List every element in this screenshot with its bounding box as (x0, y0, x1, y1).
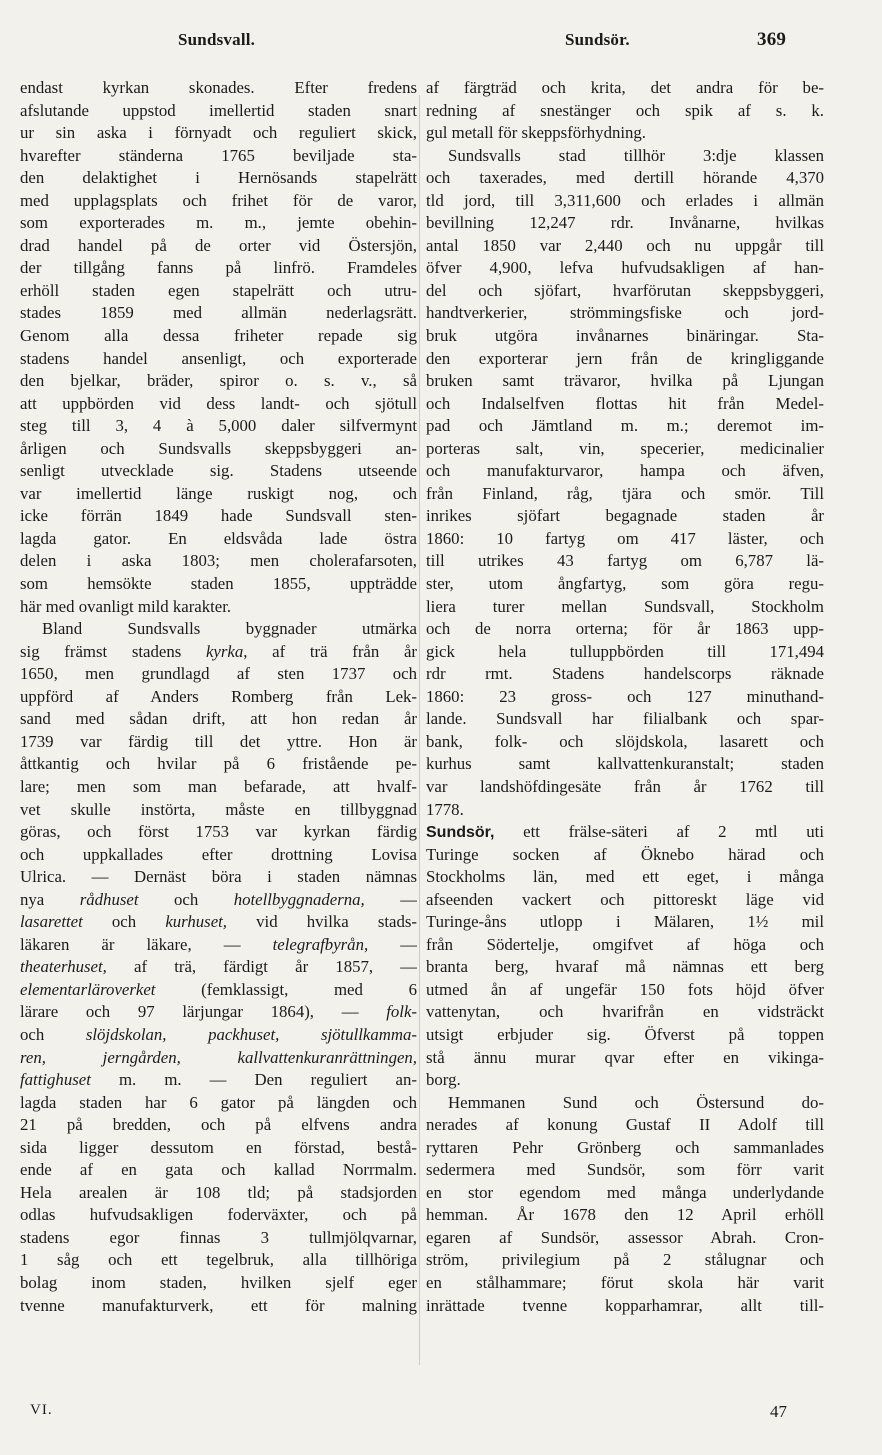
text-line (20, 190, 417, 213)
text-line (426, 1159, 824, 1182)
text-line (426, 1227, 824, 1250)
text-segment: gick hela tulluppbörden till 171,494 (426, 641, 824, 661)
text-segment: inrikes sjöfart begagnade staden år (426, 506, 824, 526)
text-line (426, 438, 824, 461)
text-line (20, 1069, 417, 1092)
text-line (20, 753, 417, 776)
entry-headword: Sundsör, (426, 824, 495, 842)
text-line (426, 212, 824, 235)
text-segment: Genom alla dessa friheter repade sig (20, 326, 417, 346)
text-line (426, 686, 824, 709)
text-line (20, 1092, 417, 1115)
text-line (426, 663, 824, 686)
text-segment: den delaktighet i Hernösands stapelrätt (20, 168, 417, 188)
italic-term: lasarettet (20, 912, 83, 932)
text-line (426, 844, 824, 867)
text-segment: vid hvilka stads- (227, 912, 417, 932)
text-line (426, 753, 824, 776)
text-line (20, 1137, 417, 1160)
text-line (20, 280, 417, 303)
text-line (426, 348, 824, 371)
text-column-left (20, 77, 417, 1317)
text-segment: erhöll staden egen stapelrätt och utru- (20, 280, 417, 300)
text-segment: ster, utom ångfartyg, som göra regu- (426, 574, 824, 594)
text-segment: Stockholms län, med ett eget, i många (426, 867, 824, 887)
text-line (426, 460, 824, 483)
text-line (20, 799, 417, 822)
text-line (20, 1204, 417, 1227)
running-head-left: Sundsvall. (178, 30, 256, 49)
text-segment: från Finland, råg, tjära och smör. Till (426, 483, 824, 503)
text-line (20, 325, 417, 348)
text-line (20, 1295, 417, 1318)
text-segment: nya (20, 889, 80, 909)
italic-term: telegrafbyrån, (272, 934, 369, 954)
text-line (20, 1159, 417, 1182)
text-line (20, 483, 417, 506)
text-segment: och (82, 912, 166, 932)
text-segment: var imellertid länge ruskigt nog, och (20, 483, 417, 503)
text-segment: lärare och 97 lärjungar 1864), — (20, 1002, 387, 1022)
italic-term: kyrka (205, 641, 244, 661)
text-line (20, 212, 417, 235)
text-line (20, 122, 417, 145)
text-line (20, 1227, 417, 1250)
text-segment: , af trä från år (243, 641, 417, 661)
text-line (426, 1295, 824, 1318)
text-line (20, 708, 417, 731)
text-segment: och taxerades, med dertill hörande 4,370 (426, 168, 824, 188)
text-line (426, 528, 824, 551)
text-segment: och manufakturvaror, hampa och äfven, (426, 461, 824, 481)
text-segment: stå ännu murar qvar efter en vikinga- (426, 1047, 824, 1067)
text-segment: här med ovanligt mild karakter. (20, 596, 232, 616)
text-segment: af trä, färdigt år 1857, — (106, 957, 417, 977)
text-line (426, 393, 824, 416)
text-segment: rdr rmt. Stadens handelscorps räknade (426, 664, 824, 684)
text-segment: borg. (426, 1070, 461, 1090)
text-line (426, 483, 824, 506)
text-line (426, 100, 824, 123)
text-line (426, 302, 824, 325)
text-line (20, 934, 417, 957)
text-line (426, 934, 824, 957)
text-segment: sedermera med Sundsör, som förr varit (426, 1160, 824, 1180)
text-line (426, 889, 824, 912)
italic-term: folk- (386, 1002, 417, 1022)
text-line (20, 686, 417, 709)
text-segment: från Södertelje, omgifvet af höga och (426, 934, 824, 954)
text-line (20, 641, 417, 664)
text-segment: hvarefter ständerna 1765 beviljade sta- (20, 145, 417, 165)
text-segment: den exporterar jern från de kringliggande (426, 348, 824, 368)
text-line (426, 167, 824, 190)
text-line (20, 302, 417, 325)
text-line (426, 145, 824, 168)
signature-mark: VI. (30, 1402, 53, 1418)
text-segment: senligt utvecklade sig. Stadens utseende (20, 461, 417, 481)
text-line (20, 1249, 417, 1272)
text-segment: drad handel på de orter vid Östersjön, (20, 235, 417, 255)
text-segment: hemman. År 1678 den 12 April erhöll (426, 1205, 824, 1225)
text-line (20, 596, 417, 619)
text-segment: tld jord, till 3,311,600 och erlades i allmän (426, 190, 824, 210)
text-segment: ryttaren Pehr Grönberg och sammanlades (426, 1137, 824, 1157)
italic-term: slöjdskolan, packhuset, sjötullkamma- (85, 1024, 417, 1044)
text-segment: bolag inom staden, hvilken sjelf eger (20, 1272, 417, 1292)
text-line (426, 1092, 824, 1115)
text-line (426, 122, 824, 145)
text-segment: läkaren är läkare, — (20, 934, 273, 954)
text-segment: Ulrica. — Dernäst böra i staden nämnas (20, 867, 417, 887)
text-segment: ett frälse-säteri af 2 mtl uti (494, 822, 824, 842)
text-segment: afslutande uppstod imellertid staden snart (20, 100, 417, 120)
text-segment: sig främst stadens (20, 641, 206, 661)
text-segment: liera turer mellan Sundsvall, Stockholm (426, 596, 824, 616)
text-line (426, 415, 824, 438)
text-segment: Bland Sundsvalls byggnader utmärka (42, 619, 417, 639)
text-segment: bevillning 12,247 rdr. Invånarne, hvilkas (426, 213, 824, 233)
text-line (20, 776, 417, 799)
text-segment: stadens egor finnas 3 tullmjölqvarnar, (20, 1227, 417, 1247)
text-line (20, 1001, 417, 1024)
text-column-right (426, 77, 824, 1317)
italic-term: ren, jerngården, kallvattenkuranrättningen, (20, 1047, 417, 1067)
text-line (20, 911, 417, 934)
text-line (20, 731, 417, 754)
text-line (20, 235, 417, 258)
text-segment: — (368, 934, 417, 954)
text-segment: 1860: 10 fartyg om 417 läster, och (426, 528, 824, 548)
text-line (426, 505, 824, 528)
text-segment: som hemsökte staden 1855, uppträdde (20, 574, 417, 594)
text-segment: en stålhammare; förut skola här varit (426, 1272, 824, 1292)
text-line (426, 1114, 824, 1137)
sheet-folio: 47 (770, 1402, 787, 1421)
text-segment: porteras salt, vin, specerier, medicinalier (426, 438, 824, 458)
text-line (426, 799, 824, 822)
text-segment: utsigt erbjuder sig. Öfverst på toppen (426, 1024, 824, 1044)
text-segment: m. m. — Den reguliert an- (90, 1070, 417, 1090)
italic-term: kurhuset, (165, 912, 227, 932)
text-segment: redning af snestänger och spik af s. k. (426, 100, 824, 120)
text-line (20, 460, 417, 483)
text-line (20, 821, 417, 844)
text-segment: pad och Jämtland m. m.; deremot im- (426, 416, 824, 436)
text-segment: (femklassigt, med 6 (155, 979, 417, 999)
text-segment: lare; men som man befarade, att hvalf- (20, 776, 417, 796)
text-segment: sida ligger dessutom en förstad, bestå- (20, 1137, 417, 1157)
text-line (20, 100, 417, 123)
italic-term: fattighuset (20, 1070, 91, 1090)
text-line (426, 77, 824, 100)
text-segment: och (138, 889, 234, 909)
text-line (20, 257, 417, 280)
text-line (20, 1272, 417, 1295)
text-segment: vattenytan, och hvarifrån en vidsträckt (426, 1002, 824, 1022)
running-head-right: Sundsör. (565, 30, 630, 49)
text-line (20, 1047, 417, 1070)
text-line (426, 1249, 824, 1272)
text-line (426, 911, 824, 934)
text-segment: afseenden vackert och pittoreskt läge vid (426, 889, 824, 909)
text-line (426, 776, 824, 799)
text-segment: och de norra orterna; för år 1863 upp- (426, 619, 824, 639)
text-segment: Turinge socken af Öknebo härad och (426, 844, 824, 864)
text-segment: odlas hufvudsakligen foderväxter, och på (20, 1205, 417, 1225)
text-line (20, 1024, 417, 1047)
text-segment: sand med sådan drift, att hon redan år (20, 709, 417, 729)
text-segment: Turinge-åns utlopp i Mälaren, 1½ mil (426, 912, 824, 932)
text-segment: tvenne manufakturverk, ett för malning (20, 1295, 417, 1315)
text-segment: den bjelkar, bräder, spiror o. s. v., så (20, 371, 417, 391)
text-segment: icke förrän 1849 hade Sundsvall sten- (20, 506, 417, 526)
text-line (426, 235, 824, 258)
text-line (426, 190, 824, 213)
text-segment: bruk utgöra invånarnes binäringar. Sta- (426, 326, 824, 346)
text-segment: och (20, 1024, 86, 1044)
text-line (20, 618, 417, 641)
text-line (20, 1182, 417, 1205)
text-line (20, 77, 417, 100)
text-segment: Sundsvalls stad tillhör 3:dje klassen (448, 145, 824, 165)
text-segment: lande. Sundsvall har filialbank och spar- (426, 709, 824, 729)
text-line (20, 866, 417, 889)
text-segment: 1739 var färdig till det yttre. Hon är (20, 731, 417, 751)
text-line (426, 1204, 824, 1227)
text-segment: af färgträd och krita, det andra för be- (426, 78, 824, 97)
text-line (426, 1182, 824, 1205)
text-segment: utmed ån af ungefär 150 fots höjd öfver (426, 979, 824, 999)
text-segment: öfver 4,900, lefva hufvudsakligen af han- (426, 258, 824, 278)
text-line (426, 641, 824, 664)
text-segment: stadens handel ansenligt, och exporterade (20, 348, 417, 368)
text-line (20, 573, 417, 596)
text-line (20, 956, 417, 979)
text-segment: 1 såg och ett tegelbruk, alla tillhöriga (20, 1250, 417, 1270)
text-segment: var landshöfdingesäte från år 1762 till (426, 776, 824, 796)
text-line (20, 348, 417, 371)
text-line (426, 280, 824, 303)
text-segment: till utrikes 43 fartyg om 6,787 lä- (426, 551, 824, 571)
text-segment: lagda staden har 6 gator på längden och (20, 1092, 417, 1112)
page-number: 369 (757, 29, 787, 50)
text-line (426, 1069, 824, 1092)
text-line (426, 866, 824, 889)
text-line (20, 415, 417, 438)
text-segment: nerades af konung Gustaf II Adolf till (426, 1115, 824, 1135)
text-segment: med upplagsplats och frihet för de varor, (20, 190, 417, 210)
text-segment: delen i aska 1803; men cholerafarsoten, (20, 551, 417, 571)
text-line (426, 731, 824, 754)
text-segment: der tillgång fanns på linfrö. Framdeles (20, 258, 417, 278)
text-line (20, 393, 417, 416)
text-segment: årligen och Sundsvalls skeppsbyggeri an- (20, 438, 417, 458)
text-segment: åttkantig och hvilar på 6 fristående pe- (20, 754, 417, 774)
text-line (20, 979, 417, 1002)
italic-term: rådhuset (79, 889, 139, 909)
text-line (426, 708, 824, 731)
text-segment: steg till 3, 4 à 5,000 daler silfvermynt (20, 416, 417, 436)
text-line (20, 370, 417, 393)
text-line (426, 325, 824, 348)
text-segment: ström, privilegium på 2 stålugnar och (426, 1250, 824, 1270)
text-line (20, 145, 417, 168)
text-segment: egaren af Sundsör, assessor Abrah. Cron- (426, 1227, 824, 1247)
text-line (426, 1024, 824, 1047)
text-line (426, 979, 824, 1002)
text-segment: att uppbörden vid dess landt- och sjötull (20, 393, 417, 413)
text-segment: stades 1859 med allmän nederlagsrätt. (20, 303, 417, 323)
text-segment: inrättade tvenne kopparhamrar, allt till- (426, 1295, 824, 1315)
text-segment: — (364, 889, 417, 909)
text-line (426, 1272, 824, 1295)
italic-term: theaterhuset, (20, 957, 107, 977)
text-segment: 21 på bredden, och på elfvens andra (20, 1115, 417, 1135)
text-segment: bank, folk- och slöjdskola, lasarett och (426, 731, 824, 751)
text-segment: göras, och först 1753 var kyrkan färdig (20, 822, 417, 842)
text-segment: gul metall för skeppsförhydning. (426, 123, 646, 143)
text-segment: och Indalselfven flottas hit från Medel- (426, 393, 824, 413)
text-line (426, 1001, 824, 1024)
text-line (426, 618, 824, 641)
text-line (20, 528, 417, 551)
text-line (426, 550, 824, 573)
text-segment: Hemmanen Sund och Östersund do- (448, 1092, 824, 1112)
text-segment: kurhus samt kallvattenkuranstalt; staden (426, 754, 824, 774)
text-line (426, 956, 824, 979)
text-segment: vet skulle instörta, måste en tillbyggnad (20, 799, 417, 819)
text-line (426, 821, 824, 844)
text-line (426, 596, 824, 619)
text-segment: ende af en gata och kallad Norrmalm. (20, 1160, 417, 1180)
text-segment: Hela arealen är 108 tld; på stadsjorden (20, 1182, 417, 1202)
text-segment: lagda gator. En eldsvåda lade östra (20, 528, 417, 548)
text-segment: bruken samt trävaror, hvilka på Ljungan (426, 371, 824, 391)
text-segment: endast kyrkan skonades. Efter fredens (20, 78, 417, 97)
italic-term: hotellbyggnaderna, (233, 889, 365, 909)
text-segment: del och sjöfart, hvarförutan skeppsbyggeri, (426, 280, 824, 300)
text-line (426, 257, 824, 280)
text-line (20, 889, 417, 912)
text-line (20, 438, 417, 461)
text-segment: antal 1850 var 2,440 och nu uppgår till (426, 235, 824, 255)
text-line (20, 844, 417, 867)
text-segment: uppförd af Anders Romberg från Lek- (20, 686, 417, 706)
text-line (20, 550, 417, 573)
text-line (20, 1114, 417, 1137)
text-segment: 1860: 23 gross- och 127 minuthand- (426, 686, 824, 706)
text-line (426, 370, 824, 393)
text-line (20, 663, 417, 686)
italic-term: elementarläroverket (20, 979, 156, 999)
text-segment: en stor egendom med många underlydande (426, 1182, 824, 1202)
text-segment: ur sin aska i förnyadt och reguliert skick, (20, 123, 417, 143)
text-segment: 1650, men grundlagd af sten 1737 och (20, 664, 417, 684)
text-line (426, 1047, 824, 1070)
text-line (426, 1137, 824, 1160)
text-line (426, 573, 824, 596)
column-divider (419, 95, 420, 1365)
text-segment: som exporterades m. m., jemte obehin- (20, 213, 417, 233)
text-segment: och uppkallades efter drottning Lovisa (20, 844, 417, 864)
text-line (20, 505, 417, 528)
text-segment: branta berg, hvaraf må nämnas ett berg (426, 957, 824, 977)
text-segment: handtverkerier, strömmingsfiske och jord- (426, 303, 824, 323)
text-segment: 1778. (426, 799, 464, 819)
text-line (20, 167, 417, 190)
